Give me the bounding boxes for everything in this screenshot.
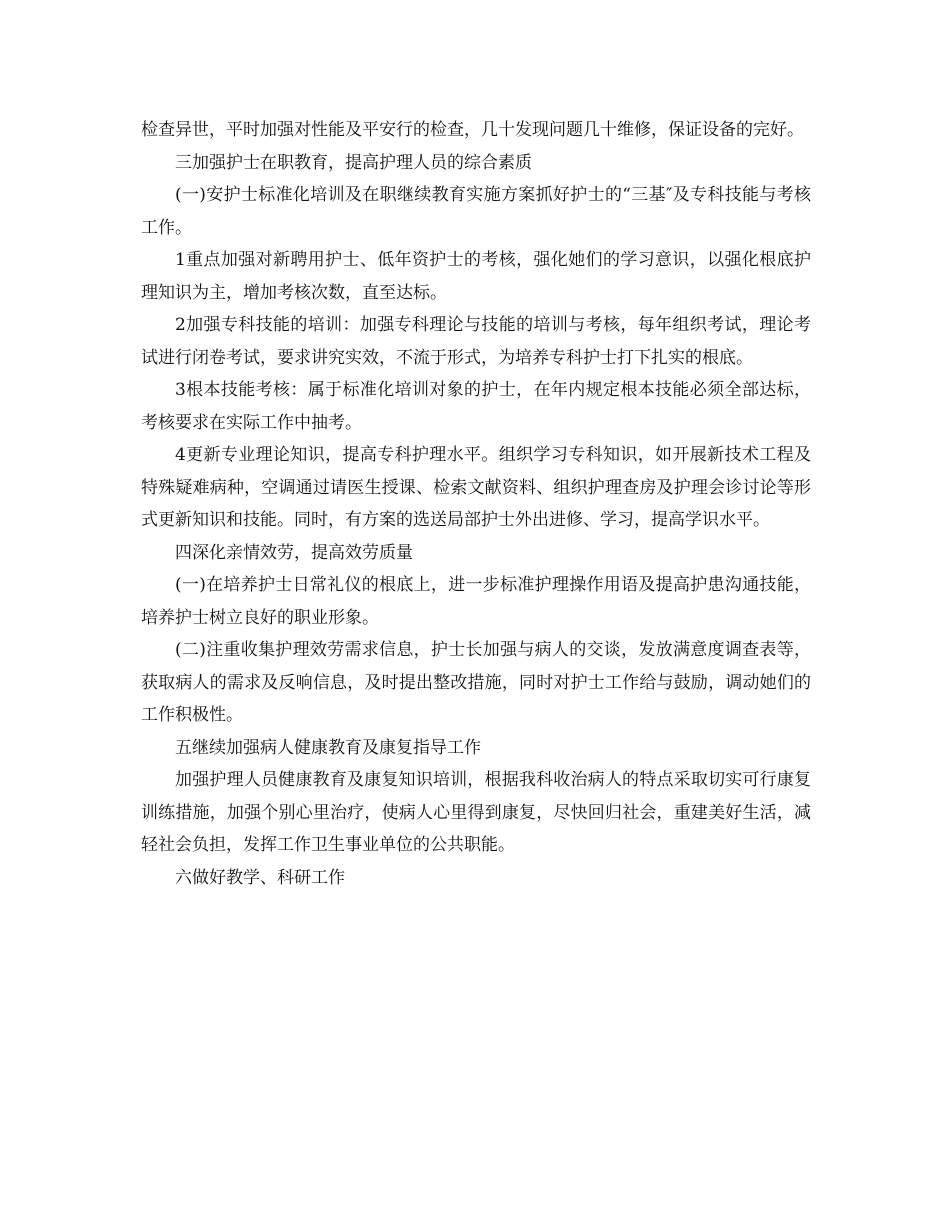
paragraph: (二)注重收集护理效劳需求信息，护士长加强与病人的交谈，发放满意度调查表等，获取病人的需求及反响信息，及时提出整改措施，同时对护士工作给与鼓励，调动她们的工作积极性。 [141,640,811,725]
document-body [141,114,811,894]
paragraph: 3根本技能考核：属于标准化培训对象的护士，在年内规定根本技能必须全部达标，考核要求在实际工作中抽考。 [141,380,811,433]
paragraph: (一)在培养护士日常礼仪的根底上，进一步标准护理操作用语及提高护患沟通技能，培养护士树立良好的职业形象。 [141,575,811,628]
paragraph: 三加强护士在职教育，提高护理人员的综合素质 [175,152,532,173]
paragraph: (一)安护士标准化培训及在职继续教育实施方案抓好护士的“三基″及专科技能与考核工作。 [141,185,811,238]
paragraph: 1重点加强对新聘用护士、低年资护士的考核，强化她们的学习意识，以强化根底护理知识为主，增加考核次数，直至达标。 [141,250,811,303]
paragraph: 检查异世，平时加强对性能及平安行的检查，几十发现问题几十维修，保证设备的完好。 [141,120,804,140]
paragraph: 四深化亲情效劳，提高效劳质量 [175,542,413,563]
paragraph: 加强护理人员健康教育及康复知识培训，根据我科收治病人的特点采取切实可行康复训练措施，加强个别心里治疗，使病人心里得到康复，尽快回归社会，重建美好生活，减轻社会负担，发挥工作卫生事业单位的公共职能。 [141,770,811,855]
paragraph: 五继续加强病人健康教育及康复指导工作 [175,737,481,758]
paragraph: 六做好教学、科研工作 [175,867,345,888]
paragraph: 2加强专科技能的培训：加强专科理论与技能的培训与考核，每年组织考试，理论考试进行闭卷考试，要求讲究实效，不流于形式，为培养专科护士打下扎实的根底。 [141,315,811,368]
paragraph: 4更新专业理论知识，提高专科护理水平。组织学习专科知识，如开展新技术工程及特殊疑难病种，空调通过请医生授课、检索文献资料、组织护理查房及护理会诊讨论等形式更新知识和技能。同时，有方案的选送局部护士外出进修、学习，提高学识水平。 [141,445,811,530]
